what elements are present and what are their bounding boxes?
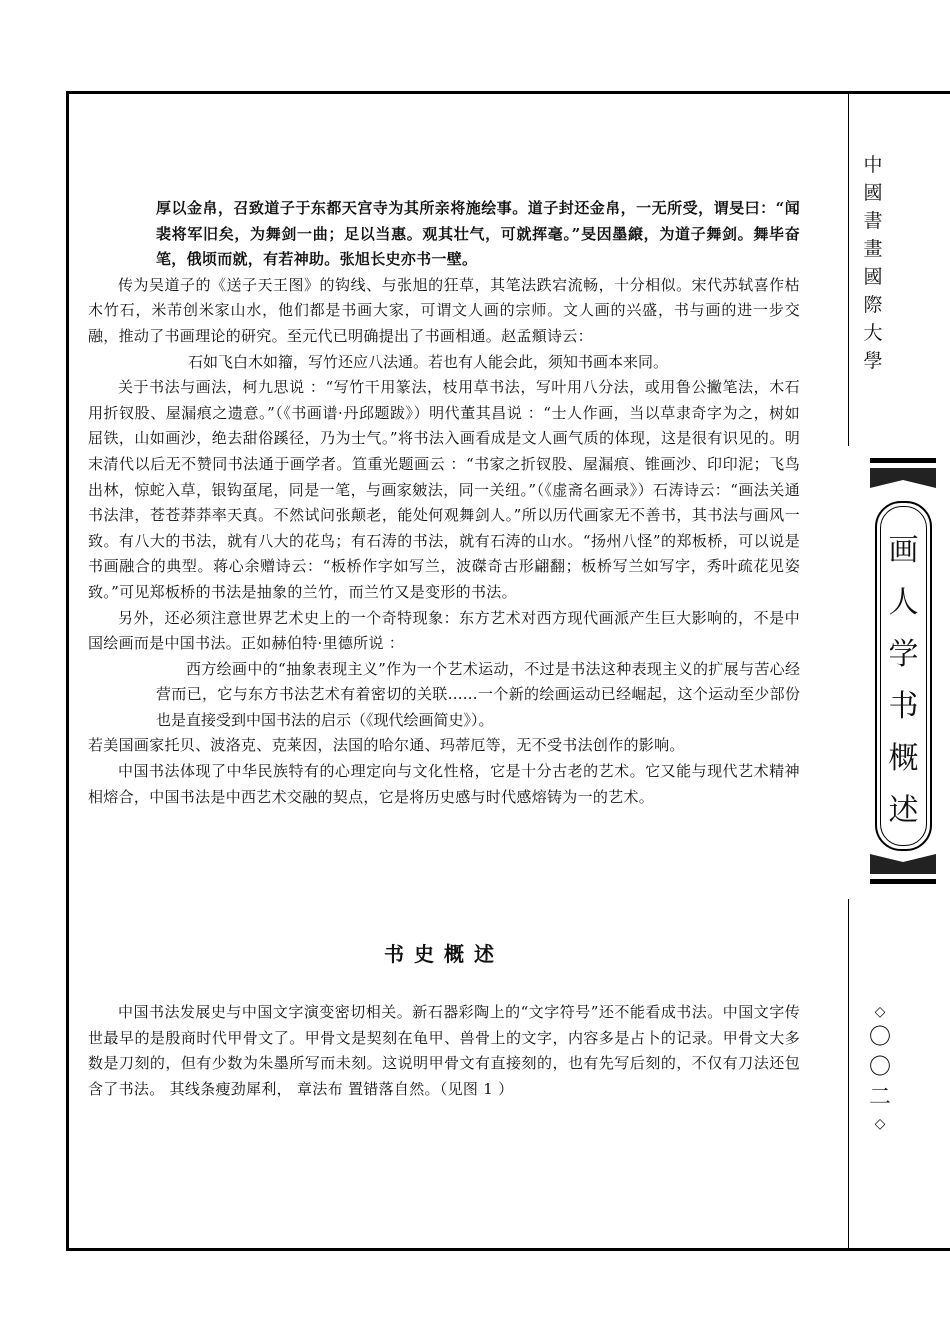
- main-text-column: [88, 196, 800, 1098]
- section-body: [88, 1000, 800, 1102]
- body-paragraph: 中国书法体现了中华民族特有的心理定向与文化性格，它是十分古老的艺术。它又能与现代艺术精神相熔合，中国书法是中西艺术交融的契点，它是将历史感与时代感熔铸为一的艺术。: [88, 762, 800, 806]
- divider-line: [848, 91, 849, 446]
- school-name: [862, 151, 884, 375]
- book-title-char: 述: [888, 793, 919, 828]
- right-margin-column: [848, 91, 950, 1251]
- page-number-char: 二: [868, 1085, 891, 1110]
- body-paragraph: 关于书法与画法，柯九思说 ：“写竹干用篆法，枝用草书法，写叶用八分法，或用鲁公撇笔法，木石用折钗股、屋漏痕之遗意。”（《书画谱·丹邱题跋》）明代董其昌说 ：“士人作画，当以草隶奇字为之，树如屈铁，山如画沙，绝去甜俗蹊径，乃为士气。”将书法入画看成是文人画气质的体现，这是很有识见的。明末清代以后无不赞同书法通于画学者。笪重光题画云 ：“书家之折钗股、屋漏痕、锥画沙、印印泥；飞鸟出林，惊蛇入草，银钩虿尾，同是一笔，与画家皴法，同一关纽。”（《虚斋名画录》）石涛诗云：“画法关通书法津，苍苍莽莽率天真。不然试问张颠老，能处何观舞剑人。”所以历代画家无不善书，其书法与画风一致。有八大的书法，就有八大的花鸟；有石涛的书法，就有石涛的山水。“扬州八怪”的郑板桥，可以说是书画融合的典型。蒋心余赠诗云：“板桥作字如写兰，波磔奇古形翩翻；板桥写兰如写字，秀叶疏花见姿致。”可见郑板桥的书法是抽象的兰竹，而兰竹又是变形的书法。: [88, 378, 800, 601]
- book-title-cartouche: [875, 501, 932, 851]
- section-title: 书史概述: [384, 942, 504, 966]
- school-name-char: 書: [863, 210, 883, 232]
- school-name-char: 國: [863, 182, 883, 204]
- body-paragraph: 中国书法发展史与中国文字演变密切相关。新石器彩陶上的“文字符号”还不能看成书法。中国文字传世最早的是殷商时代甲骨文了。甲骨文是契刻在龟甲、兽骨上的文字，内容多是占卜的记录。甲骨文大多数是刀刻的，但有少数为朱墨所写而未刻。这说明甲骨文有直接刻的，也有先写后刻的，不仅有刀法还包含了书法。 其线条瘦劲犀利， 章法布 置错落自然。（见图 1 ）: [88, 1003, 800, 1098]
- book-title-char: 概: [888, 741, 919, 776]
- poem-quote: 石如飞白木如籀，写竹还应八法通。若也有人能会此，须知书画本来同。: [188, 352, 669, 371]
- body-paragraph: 若美国画家托贝、波洛克、克莱因，法国的哈尔通、玛蒂厄等，无不受书法创作的影响。: [88, 736, 685, 755]
- divider-line: [848, 899, 849, 1251]
- body-paragraph: 厚以金帛，召致道子于东都天宫寺为其所亲将施绘事。道子封还金帛，一无所受，谓旻曰：“闻裴将军旧矣，为舞剑一曲；足以当惠。观其壮气，可就挥毫。”旻因墨縗，为道子舞剑。舞毕奋笔，俄顷而就，有若神助。张旭长史亦书一壁。: [156, 199, 800, 269]
- decorative-bar: [870, 879, 936, 884]
- diamond-icon: ◇: [874, 1116, 886, 1132]
- body-paragraph: 另外，还必须注意世界艺术史上的一个奇特现象：东方艺术对西方现代画派产生巨大影响的，不是中国绘画而是中国书法。正如赫伯特·里德所说 ：: [88, 608, 800, 653]
- decorative-ornament: [870, 854, 936, 874]
- decorative-bar: [870, 458, 936, 463]
- book-title-char: 学: [888, 637, 919, 672]
- block-quote: 西方绘画中的“抽象表现主义”作为一个艺术运动，不过是书法这种表现主义的扩展与苦心经营而已，它与东方书法艺术有着密切的关联……一个新的绘画运动已经崛起，这个运动至少部份也是直接受到中国书法的启示（《现代绘画简史》）。: [156, 659, 800, 729]
- school-name-char: 畫: [863, 238, 883, 260]
- school-name-char: 中: [863, 154, 883, 176]
- school-name-char: 學: [863, 350, 883, 372]
- diamond-icon: ◇: [874, 1004, 886, 1020]
- page-number-char: 〇: [868, 1025, 891, 1050]
- page-number-char: 〇: [868, 1055, 891, 1080]
- book-title-char: 人: [888, 585, 919, 620]
- book-title: [877, 525, 930, 837]
- page-number: [863, 1001, 897, 1135]
- book-title-char: 画: [888, 533, 919, 568]
- school-name-char: 大: [863, 322, 883, 344]
- book-title-char: 书: [888, 689, 919, 724]
- decorative-ornament: [870, 468, 936, 488]
- body-paragraph: 传为吴道子的《送子天王图》的钩线、与张旭的狂草，其笔法跌宕流畅，十分相似。宋代苏轼喜作枯木竹石，米芾创米家山水，他们都是书画大家，可谓文人画的宗师。文人画的兴盛，书与画的进一步交融，推动了书画理论的研究。至元代已明确提出了书画相通。赵孟頫诗云：: [88, 275, 800, 345]
- school-name-char: 際: [863, 294, 883, 316]
- school-name-char: 國: [863, 266, 883, 288]
